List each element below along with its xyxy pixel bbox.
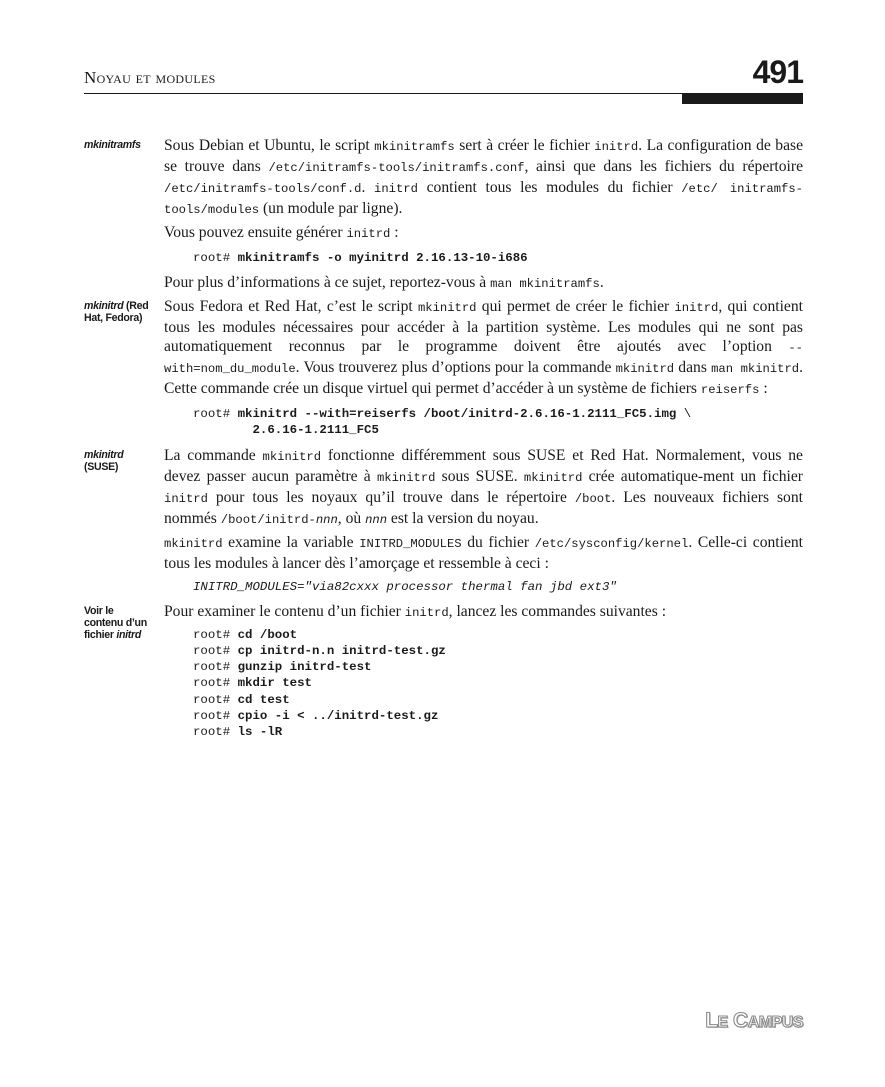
- margin-note-italic: mkinitrd: [84, 300, 124, 313]
- code-block: [193, 406, 803, 438]
- code-line: [193, 708, 803, 724]
- paragraph: [164, 136, 803, 220]
- margin-note-voir-contenu: [84, 605, 150, 641]
- code-command: mkinitramfs -o myinitrd 2.16.13-10-i686: [237, 251, 528, 265]
- margin-note-mkinitrd-suse: [84, 449, 154, 473]
- text: Sous Debian et Ubuntu, le script: [164, 137, 375, 154]
- margin-note-text: mkinitramfs: [84, 139, 141, 151]
- code-continuation: \: [676, 407, 692, 422]
- inline-code: initrd: [346, 227, 391, 241]
- text: , lancez les commandes suivantes :: [448, 602, 667, 620]
- inline-code: initrd: [404, 605, 449, 620]
- inline-code: /etc/initramfs-tools/conf.d: [164, 182, 362, 196]
- inline-code: /etc/ initramfs-tools/modules: [164, 182, 803, 217]
- page-header: [84, 56, 803, 104]
- inline-code: --with=nom_du_module: [164, 341, 803, 377]
- margin-note-text: Voir le contenu d’un fichier: [84, 604, 147, 641]
- inline-code: initrd: [164, 491, 208, 506]
- code-prompt: root#: [193, 627, 238, 642]
- inline-code: mkinitrd: [164, 536, 223, 551]
- text: . Celle-ci contient tous les modules à lancer dès l’amorçage et ressemble à ceci :: [164, 533, 803, 572]
- logo-letter: L: [705, 1009, 718, 1032]
- inline-code: initrd: [374, 182, 418, 196]
- section-voir-contenu: [84, 602, 803, 740]
- section-mkinitrd-redhat: [84, 297, 803, 438]
- logo-letter: AMPUS: [747, 1014, 803, 1031]
- margin-note-text: (Red Hat, Fedora): [84, 300, 149, 325]
- text: .: [599, 274, 604, 292]
- logo-letter: C: [733, 1009, 748, 1032]
- inline-code: mkinitrd: [523, 470, 583, 485]
- paragraph: [164, 602, 803, 623]
- inline-code: INITRD_MODULES: [359, 536, 462, 551]
- section-mkinitrd-suse: [84, 446, 803, 595]
- inline-code: /etc/sysconfig/kernel: [534, 536, 689, 551]
- text: , qui contient tous les modules nécessaires pour accéder à la partition système. Les modules qui ne sont pas automatiquement reconnus par le programme doivent être ajoutés avec l’option: [164, 298, 803, 356]
- code-command: mkdir test: [237, 676, 312, 691]
- paragraph: [164, 273, 803, 294]
- code-command: cp initrd-n.n initrd-test.gz: [237, 644, 446, 659]
- code-line: [193, 724, 803, 740]
- inline-code-italic: nnn: [315, 512, 338, 527]
- code-line: [193, 627, 803, 643]
- text: La commande: [164, 446, 263, 464]
- margin-note-italic: initrd: [116, 628, 142, 641]
- text: Pour examiner le contenu d’un fichier: [164, 602, 405, 620]
- text: sert à créer le fichier: [454, 137, 595, 154]
- code-line: [193, 675, 803, 691]
- text: . Les nouveaux fichiers sont nommés: [164, 488, 803, 527]
- text: , ainsi que dans les fichiers du répertoire: [524, 158, 804, 175]
- code-line: [193, 692, 803, 708]
- text: :: [759, 380, 768, 398]
- inline-code: mkinitramfs: [374, 140, 455, 154]
- margin-note-italic: mkinitrd: [84, 448, 124, 461]
- code-prompt: root#: [193, 407, 238, 422]
- code-line: [193, 659, 803, 675]
- body-column: [164, 297, 803, 438]
- code-indent: [193, 423, 253, 437]
- code-command: mkinitrd --with=reiserfs /boot/initrd-2.6.16-1.2111_FC5.img: [237, 407, 677, 422]
- text: . La configuration de base se trouve dans: [164, 137, 804, 175]
- paragraph: [164, 297, 803, 400]
- text: Vous pouvez ensuite générer: [164, 224, 347, 241]
- inline-code: mkinitrd: [262, 449, 322, 464]
- text: . Cette commande crée un disque virtuel qui permet d’accéder à un système de fichiers: [164, 359, 804, 398]
- inline-code: initrd: [674, 301, 719, 316]
- code-command: cd test: [237, 692, 290, 707]
- code-command: 2.6.16-1.2111_FC5: [252, 423, 379, 438]
- text: Pour plus d’informations à ce sujet, reportez-vous à: [164, 274, 491, 292]
- text: du fichier: [461, 533, 535, 551]
- text: dans: [674, 359, 712, 377]
- logo-letter: E: [717, 1014, 728, 1031]
- inline-code: /boot/initrd-: [220, 512, 316, 527]
- section-mkinitramfs: [84, 136, 803, 294]
- inline-code: mkinitrd: [417, 301, 477, 316]
- inline-code: mkinitrd: [615, 362, 675, 377]
- inline-code-italic: nnn: [365, 512, 388, 527]
- code-prompt: root#: [193, 251, 238, 265]
- inline-code: man mkinitrd: [711, 362, 800, 377]
- text: est la version du noyau.: [387, 509, 539, 527]
- code-prompt: root#: [193, 676, 238, 691]
- code-line: [193, 643, 803, 659]
- code-command: ls -lR: [237, 725, 283, 740]
- text: (un module par ligne).: [259, 200, 403, 217]
- paragraph: [164, 223, 803, 244]
- margin-note-text: (SUSE): [84, 460, 119, 473]
- header-bar: [682, 94, 803, 104]
- body-column: [164, 446, 803, 595]
- text: .: [361, 179, 375, 196]
- text: . Vous trouverez plus d’options pour la commande: [295, 359, 616, 377]
- text: :: [390, 224, 399, 241]
- page-number: 491: [752, 54, 803, 90]
- code-block: [193, 250, 803, 266]
- text: Sous Fedora et Red Hat, c’est le script: [164, 298, 418, 316]
- inline-code: mkinitrd: [376, 470, 436, 485]
- code-block: INITRD_MODULES="via82cxxx processor thermal fan jbd ext3": [193, 579, 617, 594]
- code-prompt: root#: [193, 660, 238, 675]
- text: qui permet de créer le fichier: [476, 298, 675, 316]
- text: fonctionne différemment sous SUSE et Red Hat. Normalement, vous ne devez passer aucun paramètre à: [164, 446, 803, 485]
- paragraph: [164, 533, 803, 573]
- code-command: cd /boot: [237, 627, 298, 642]
- code-prompt: root#: [193, 644, 238, 659]
- running-head: Noyau et modules: [84, 68, 216, 87]
- margin-note-mkinitramfs: [84, 139, 154, 151]
- text: crée automatique-ment un fichier: [582, 467, 803, 485]
- code-command: gunzip initrd-test: [237, 660, 372, 675]
- code-prompt: root#: [193, 708, 238, 723]
- publisher-logo: [705, 1009, 803, 1033]
- inline-code: reiserfs: [700, 383, 760, 398]
- text: contient tous les modules du fichier: [417, 179, 682, 196]
- code-command: cpio -i < ../initrd-test.gz: [237, 708, 439, 723]
- margin-note-mkinitrd-redhat: [84, 300, 154, 324]
- text: , où: [337, 509, 366, 527]
- inline-code: /etc/initramfs-tools/initramfs.conf: [268, 161, 525, 175]
- text: pour tous les noyaux qu’il trouve dans le répertoire: [207, 488, 575, 506]
- body-column: [164, 602, 803, 740]
- page-content: [84, 136, 803, 747]
- paragraph: [164, 446, 803, 530]
- inline-code: initrd: [594, 140, 639, 154]
- code-block: [193, 627, 803, 740]
- text: examine la variable: [222, 533, 360, 551]
- code-prompt: root#: [193, 692, 238, 707]
- inline-code: /boot: [574, 491, 612, 506]
- body-column: [164, 136, 803, 294]
- text: sous SUSE.: [435, 467, 524, 485]
- inline-code: man mkinitramfs: [490, 277, 600, 292]
- code-prompt: root#: [193, 725, 238, 740]
